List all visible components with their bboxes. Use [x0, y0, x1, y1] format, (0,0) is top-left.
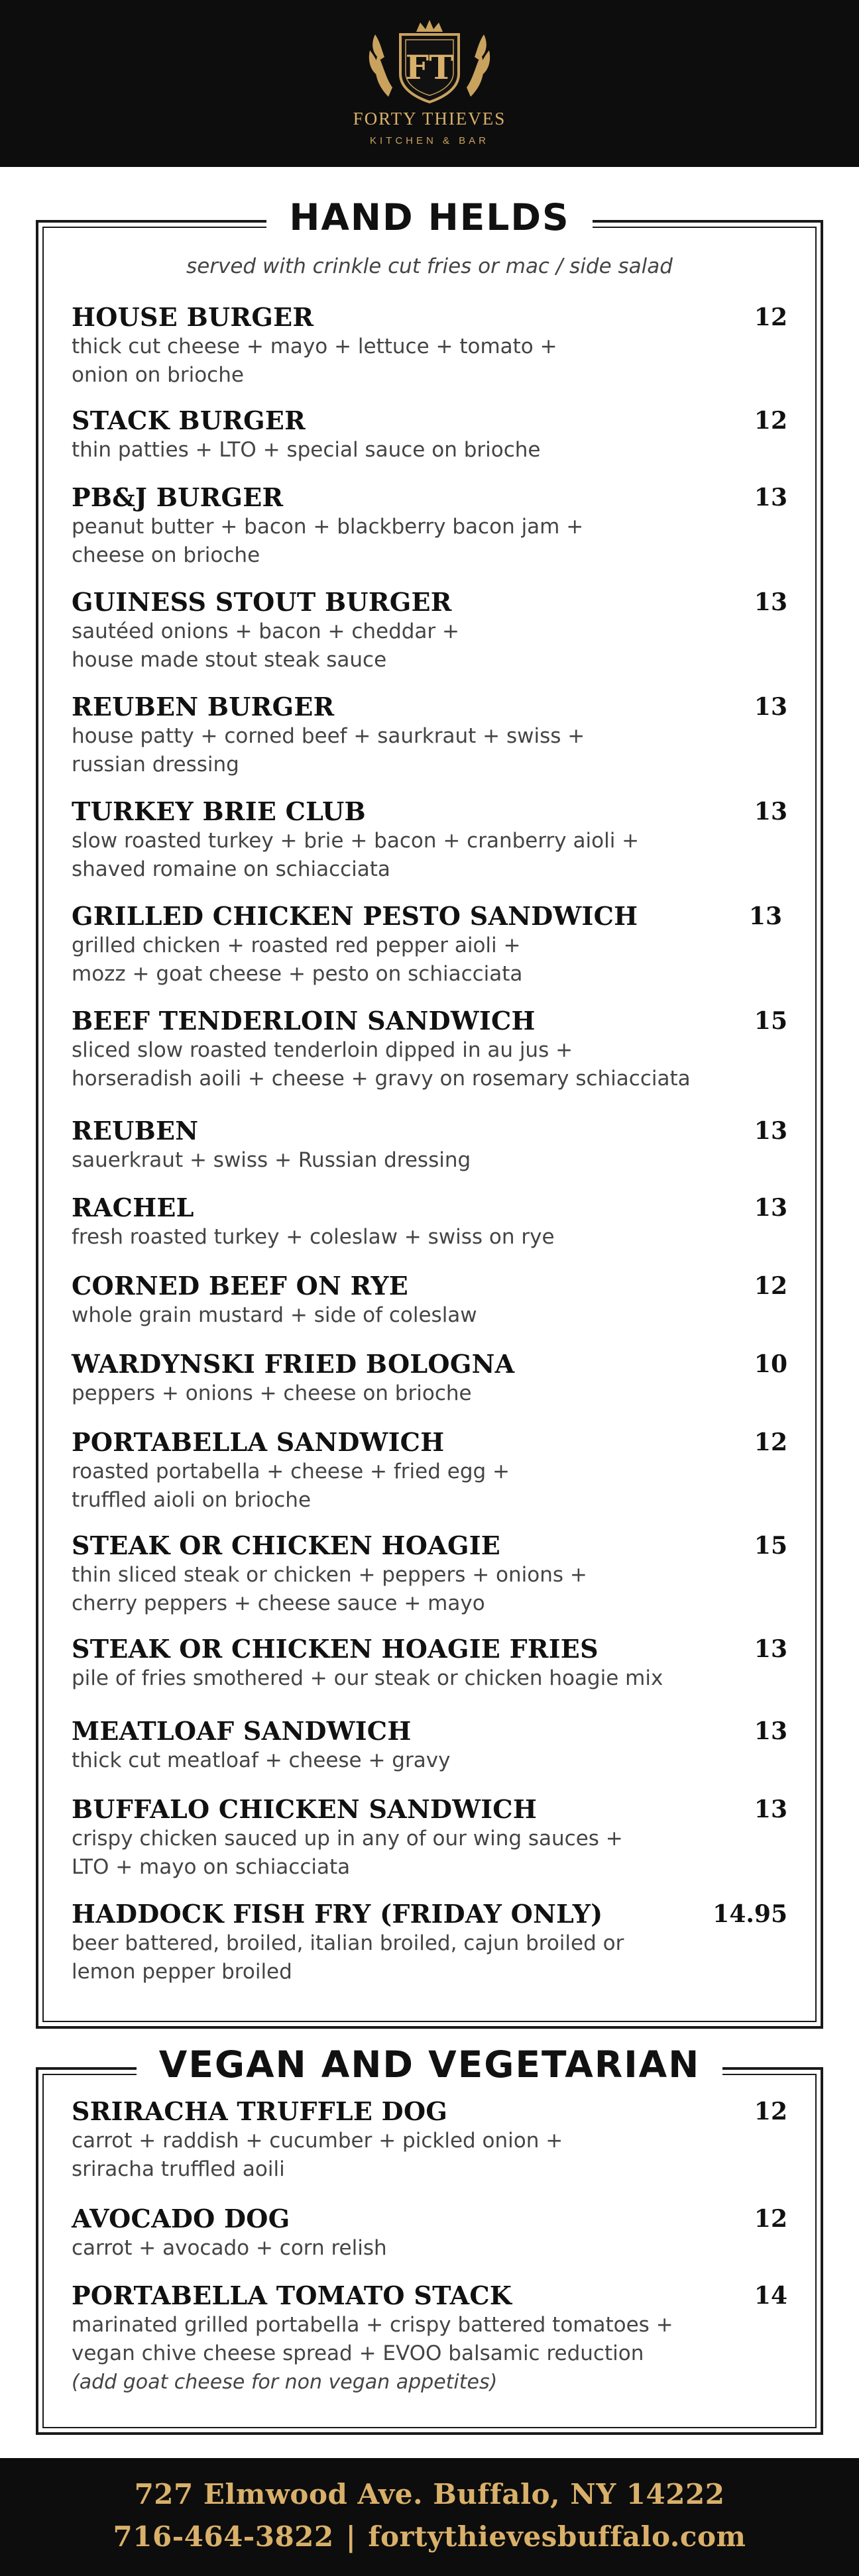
- menu-item-name: CORNED BEEF ON RYE: [72, 1271, 409, 1301]
- menu-item-name: AVOCADO DOG: [72, 2204, 290, 2233]
- menu-item-price: 15: [754, 1007, 787, 1035]
- menu-item-name: BUFFALO CHICKEN SANDWICH: [72, 1794, 538, 1824]
- menu-item-price: 15: [754, 1532, 787, 1560]
- menu-item-price: 14.95: [713, 1900, 787, 1928]
- menu-item-description: thick cut meatloaf + cheese + gravy: [72, 1748, 451, 1772]
- menu-item-name: WARDYNSKI FRIED BOLOGNA: [72, 1349, 515, 1379]
- menu-item-description: thin sliced steak or chicken + peppers + onions + cherry peppers + cheese sauce + mayo: [72, 1563, 587, 1615]
- menu-item-description: peanut butter + bacon + blackberry bacon jam + cheese on brioche: [72, 515, 584, 567]
- menu-item-price: 14: [754, 2282, 787, 2310]
- menu-item-price: 13: [754, 484, 787, 511]
- restaurant-logo: [343, 19, 516, 158]
- menu-item-name: PORTABELLA TOMATO STACK: [72, 2281, 512, 2310]
- menu-item: [72, 1271, 787, 1330]
- menu-item-name: PORTABELLA SANDWICH: [72, 1427, 445, 1457]
- menu-item-name: GUINESS STOUT BURGER: [72, 587, 452, 617]
- menu-item-price: 13: [754, 1635, 787, 1663]
- menu-item: [72, 1349, 787, 1408]
- menu-item-name: REUBEN BURGER: [72, 692, 335, 722]
- menu-item-name: TURKEY BRIE CLUB: [72, 796, 366, 826]
- menu-item-description: whole grain mustard + side of coleslaw: [72, 1303, 477, 1327]
- logo-subtitle: KITCHEN & BAR: [369, 135, 490, 146]
- menu-item: [72, 1427, 787, 1515]
- menu-item-description: fresh roasted turkey + coleslaw + swiss on rye: [72, 1225, 555, 1249]
- section-title-hand-helds: HAND HELDS: [0, 196, 859, 239]
- footer-separator: |: [345, 2520, 357, 2553]
- menu-item: [72, 1193, 787, 1252]
- menu-item: [72, 1899, 787, 1986]
- menu-item-price: 13: [754, 1117, 787, 1145]
- menu-item-name: STEAK OR CHICKEN HOAGIE FRIES: [72, 1634, 599, 1664]
- menu-item-price: 13: [748, 902, 782, 930]
- menu-item-price: 13: [754, 798, 787, 826]
- menu-item: [72, 2204, 787, 2263]
- menu-item-price: 12: [754, 303, 787, 331]
- menu-item-name: HOUSE BURGER: [72, 302, 314, 332]
- menu-item: [72, 1116, 787, 1175]
- menu-item-description: marinated grilled portabella + crispy battered tomatoes + vegan chive cheese spread + EVOO balsamic reduction: [72, 2313, 673, 2365]
- menu-item-description: peppers + onions + cheese on brioche: [72, 1381, 472, 1405]
- menu-item-description: crispy chicken sauced up in any of our wing sauces + LTO + mayo on schiacciata: [72, 1827, 623, 1879]
- menu-item: [72, 901, 787, 989]
- menu-item-name: STACK BURGER: [72, 405, 306, 435]
- footer-bar: [0, 2458, 859, 2576]
- menu-item-price: 13: [754, 1796, 787, 1823]
- menu-item-price: 12: [754, 2205, 787, 2233]
- menu-item: [72, 692, 787, 779]
- menu-item-description: carrot + avocado + corn relish: [72, 2236, 387, 2260]
- menu-item-name: BEEF TENDERLOIN SANDWICH: [72, 1006, 536, 1036]
- menu-item-description: sauerkraut + swiss + Russian dressing: [72, 1148, 471, 1172]
- menu-item: [72, 1006, 787, 1093]
- menu-item-price: 13: [754, 693, 787, 721]
- menu-item-description: thick cut cheese + mayo + lettuce + tomato + onion on brioche: [72, 335, 557, 387]
- menu-item-name: SRIRACHA TRUFFLE DOG: [72, 2096, 448, 2126]
- menu-item-name: PB&J BURGER: [72, 482, 284, 512]
- menu-item-description: carrot + raddish + cucumber + pickled onion + sriracha truffled aoili: [72, 2129, 563, 2181]
- menu-item: [72, 1716, 787, 1775]
- menu-item-description: beer battered, broiled, italian broiled, cajun broiled or lemon pepper broiled: [72, 1931, 624, 1984]
- menu-item: [72, 1530, 787, 1618]
- menu-item-price: 13: [754, 1717, 787, 1745]
- menu-item-price: 12: [754, 1428, 787, 1456]
- logo-monogram: FT: [405, 48, 454, 87]
- menu-item: [72, 587, 787, 674]
- menu-item: [72, 796, 787, 884]
- footer-contact: [0, 2520, 859, 2553]
- menu-item-description: roasted portabella + cheese + fried egg + truffled aioli on brioche: [72, 1460, 510, 1512]
- menu-item-name: STEAK OR CHICKEN HOAGIE: [72, 1530, 501, 1560]
- footer-phone[interactable]: 716-464-3822: [113, 2520, 334, 2553]
- menu-item-description: slow roasted turkey + brie + bacon + cranberry aioli + shaved romaine on schiacciata: [72, 829, 640, 881]
- menu-item-name: MEATLOAF SANDWICH: [72, 1716, 412, 1746]
- menu-item-name: HADDOCK FISH FRY (FRIDAY ONLY): [72, 1899, 603, 1929]
- menu-item-description: sautéed onions + bacon + cheddar + house made stout steak sauce: [72, 619, 460, 672]
- footer-address: 727 Elmwood Ave. Buffalo, NY 14222: [134, 2478, 725, 2510]
- menu-item-name: REUBEN: [72, 1116, 199, 1146]
- menu-item-name: RACHEL: [72, 1193, 194, 1222]
- menu-item: [72, 482, 787, 570]
- menu-item: [72, 1794, 787, 1882]
- menu-item-price: 12: [754, 1272, 787, 1300]
- menu-item-description: sliced slow roasted tenderloin dipped in au jus + horseradish aoili + cheese + gravy on rosemary schiacciata: [72, 1038, 691, 1091]
- menu-item-price: 10: [754, 1350, 787, 1378]
- menu-item: [72, 405, 787, 464]
- menu-item: [72, 1634, 787, 1693]
- menu-item-name: GRILLED CHICKEN PESTO SANDWICH: [72, 901, 638, 931]
- logo-name: FORTY THIEVES: [353, 109, 506, 129]
- section-title-vegan: VEGAN AND VEGETARIAN: [0, 2043, 859, 2086]
- menu-item-description: pile of fries smothered + our steak or chicken hoagie mix: [72, 1666, 663, 1690]
- menu-item-description: house patty + corned beef + saurkraut + swiss + russian dressing: [72, 724, 585, 777]
- menu-item-description: thin patties + LTO + special sauce on brioche: [72, 438, 541, 462]
- menu-item-description: grilled chicken + roasted red pepper aioli + mozz + goat cheese + pesto on schiacciata: [72, 934, 523, 986]
- menu-item-price: 13: [754, 588, 787, 616]
- menu-item-price: 13: [754, 1194, 787, 1222]
- header-bar: [0, 0, 859, 167]
- menu-item: [72, 2096, 787, 2184]
- menu-item: [72, 2281, 787, 2396]
- menu-item: [72, 302, 787, 390]
- footer-website[interactable]: fortythievesbuffalo.com: [368, 2520, 746, 2553]
- section-subtitle: served with crinkle cut fries or mac / side salad: [186, 254, 673, 278]
- menu-item-price: 12: [754, 407, 787, 435]
- menu-item-price: 12: [754, 2098, 787, 2125]
- menu-item-note: (add goat cheese for non vegan appetites): [72, 2371, 498, 2394]
